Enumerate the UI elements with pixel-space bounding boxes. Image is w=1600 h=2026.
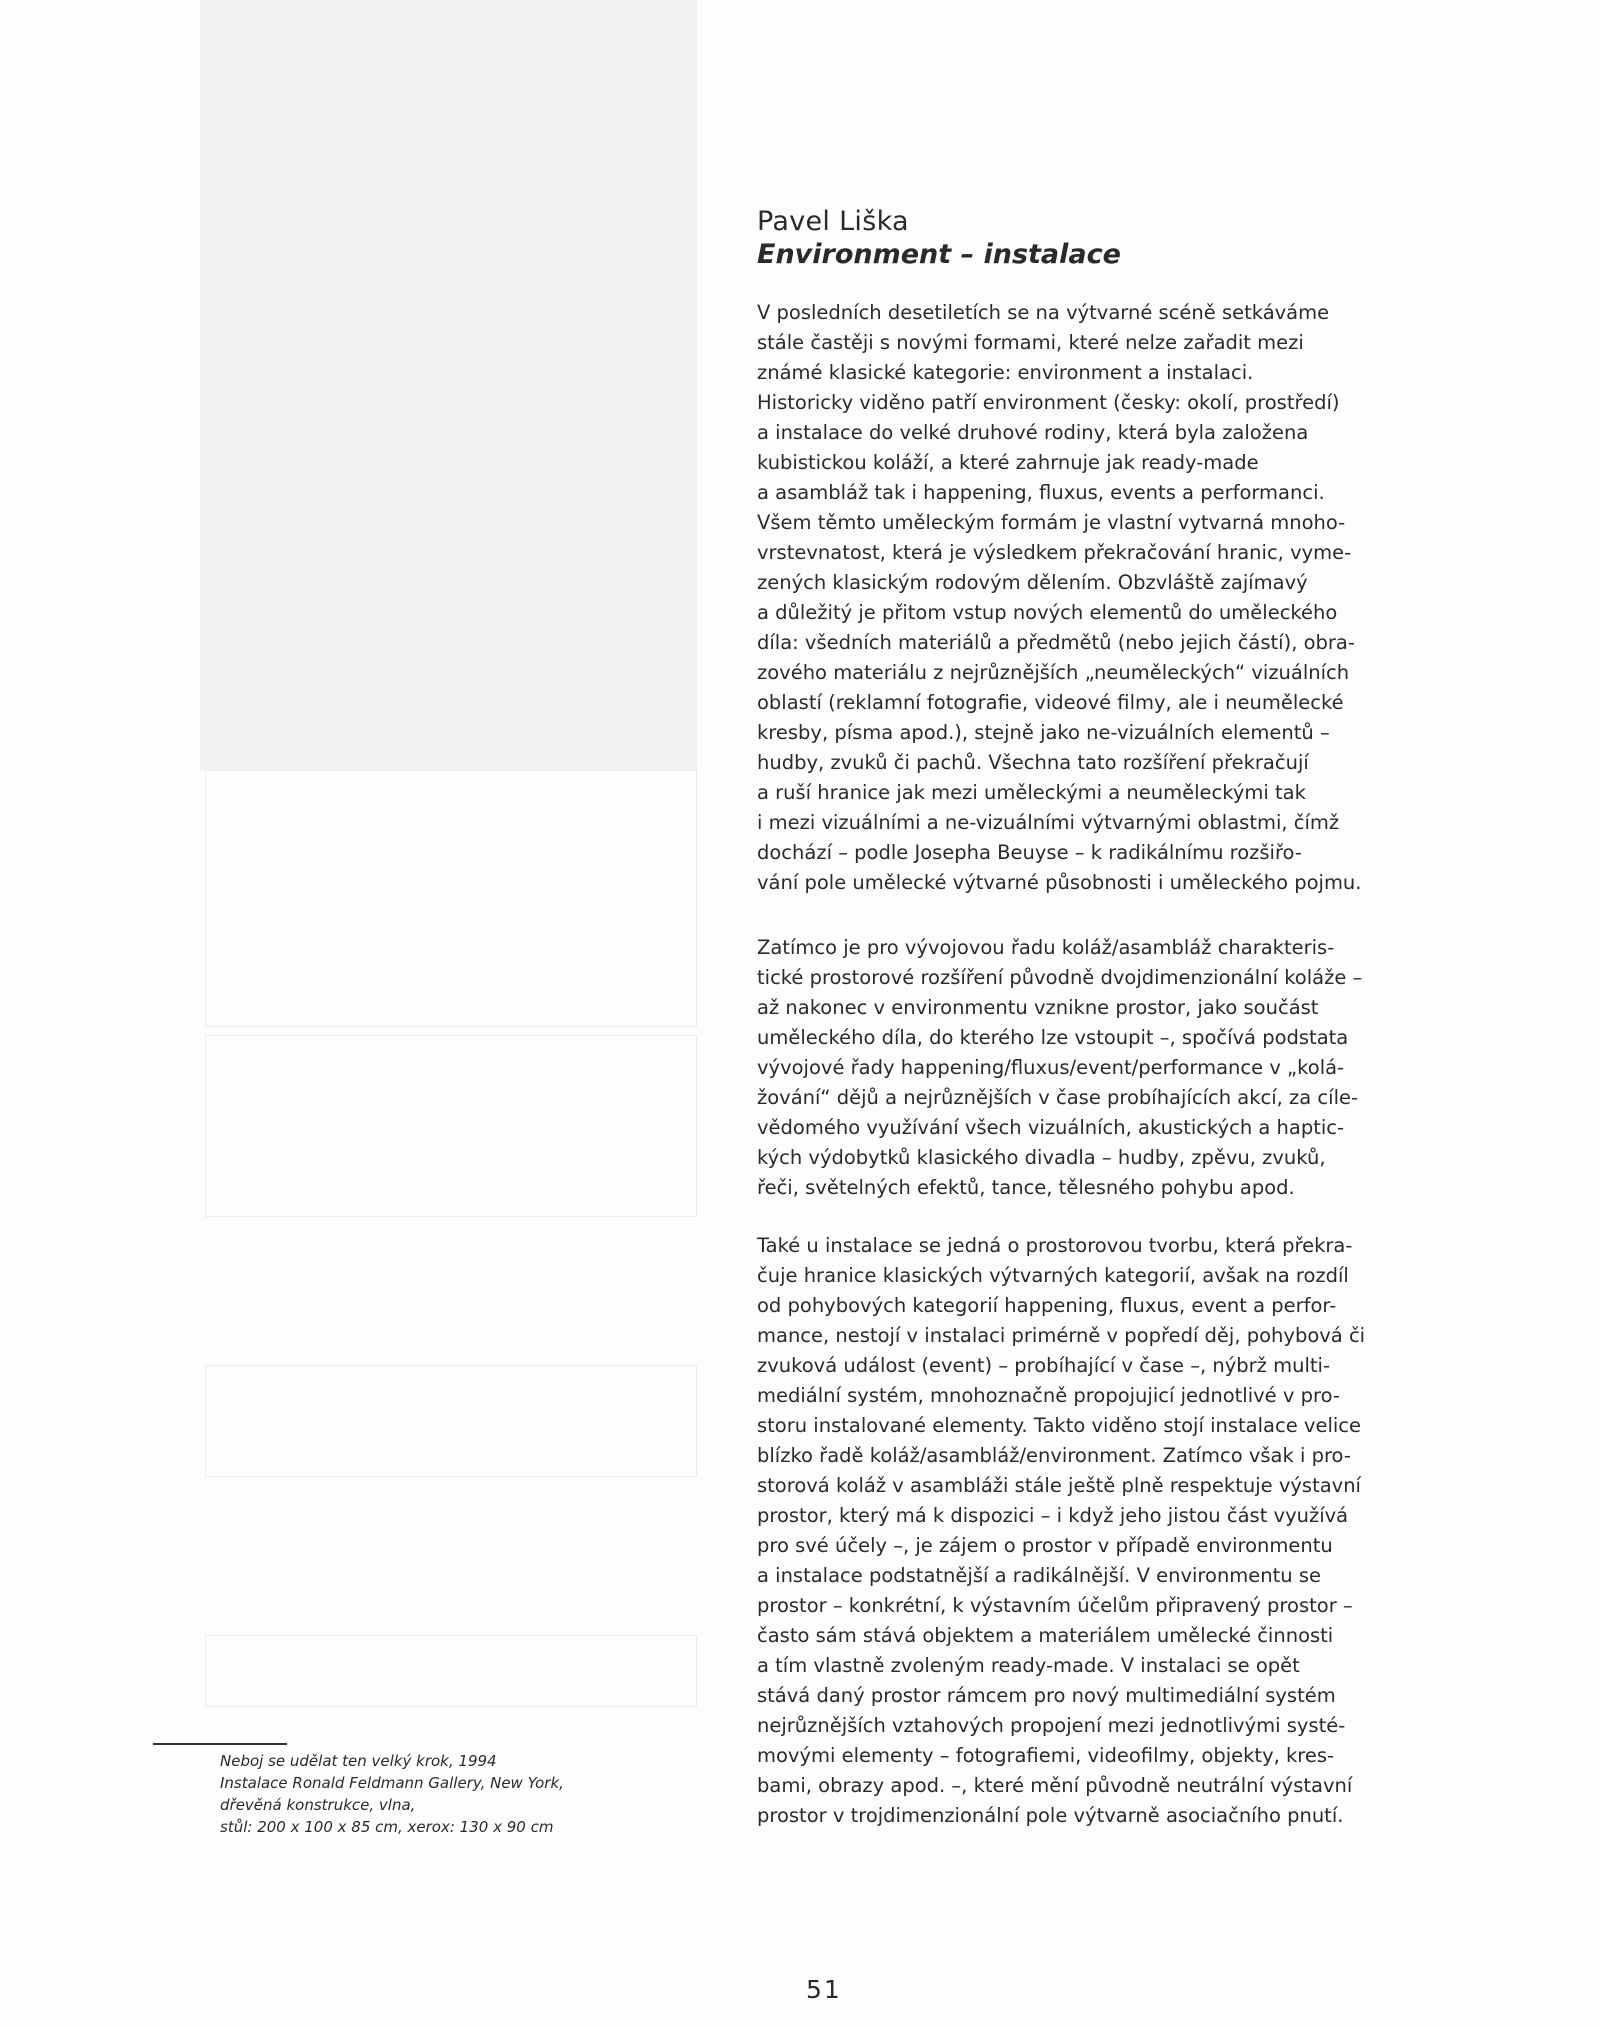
text-line: storová koláž v asambláži stále ještě plně respektuje výstavní: [757, 1474, 1361, 1497]
text-line: prostor – konkrétní, k výstavním účelům připravený prostor –: [757, 1594, 1353, 1617]
text-line: prostor, který má k dispozici – i když jeho jistou část využívá: [757, 1504, 1349, 1527]
text-line: Historicky viděno patří environment (česky: okolí, prostředí): [757, 391, 1340, 414]
text-line: a asambláž tak i happening, fluxus, events a performanci.: [757, 481, 1325, 504]
page-number: 51: [806, 1975, 842, 2004]
paragraph: [757, 298, 1417, 898]
text-line: stává daný prostor rámcem pro nový multimediální systém: [757, 1684, 1336, 1707]
text-line: blízko řadě koláž/asambláž/environment. Zatímco však i pro-: [757, 1444, 1351, 1467]
text-line: uměleckého díla, do kterého lze vstoupit –, spočívá podstata: [757, 1026, 1349, 1049]
text-line: vědomého využívání všech vizuálních, akustických a haptic-: [757, 1116, 1345, 1139]
caption-rule: [153, 1743, 287, 1745]
text-line: Také u instalace se jedná o prostorovou tvorbu, která překra-: [757, 1234, 1353, 1257]
caption-line: Instalace Ronald Feldmann Gallery, New York,: [220, 1774, 564, 1792]
paragraph: [757, 933, 1417, 1203]
text-line: zených klasickým rodovým dělením. Obzvláště zajímavý: [757, 571, 1308, 594]
text-line: mediální systém, mnohoznačně propojujicí jednotlivé v pro-: [757, 1384, 1340, 1407]
text-line: Zatímco je pro vývojovou řadu koláž/asambláž charakteris-: [757, 936, 1335, 959]
text-line: a tím vlastně zvoleným ready-made. V instalaci se opět: [757, 1654, 1300, 1677]
text-line: až nakonec v environmentu vznikne prostor, jako součást: [757, 996, 1319, 1019]
text-line: a ruší hranice jak mezi uměleckými a neuměleckými tak: [757, 781, 1306, 804]
text-line: kubistickou koláží, a které zahrnuje jak ready-made: [757, 451, 1259, 474]
text-line: i mezi vizuálními a ne-vizuálními výtvarnými oblastmi, čímž: [757, 811, 1340, 834]
caption-line: stůl: 200 x 100 x 85 cm, xerox: 130 x 90 cm: [220, 1818, 554, 1836]
show-through-box: [205, 770, 697, 1027]
paragraph: [757, 1231, 1417, 1831]
text-line: nejrůznějších vztahových propojení mezi jednotlivými systé-: [757, 1714, 1346, 1737]
article-author: Pavel Liška: [757, 206, 909, 237]
image-caption: [220, 1750, 564, 1838]
text-line: a důležitý je přitom vstup nových elementů do uměleckého: [757, 601, 1338, 624]
text-line: často sám stává objektem a materiálem umělecké činnosti: [757, 1624, 1334, 1647]
text-line: zového materiálu z nejrůznějších „neuměleckých“ vizuálních: [757, 661, 1350, 684]
caption-line: dřevěná konstrukce, vlna,: [220, 1796, 416, 1814]
text-line: od pohybových kategorií happening, fluxus, event a perfor-: [757, 1294, 1337, 1317]
text-line: prostor v trojdimenzionální pole výtvarně asociačního pnutí.: [757, 1804, 1344, 1827]
text-line: pro své účely –, je zájem o prostor v případě environmentu: [757, 1534, 1333, 1557]
show-through-box: [205, 1035, 697, 1217]
text-line: storu instalované elementy. Takto viděno stojí instalace velice: [757, 1414, 1361, 1437]
text-line: kresby, písma apod.), stejně jako ne-vizuálních elementů –: [757, 721, 1330, 744]
text-line: movými elementy – fotografiemi, videofilmy, objekty, kres-: [757, 1744, 1335, 1767]
text-line: známé klasické kategorie: environment a instalaci.: [757, 361, 1254, 384]
text-line: kých výdobytků klasického divadla – hudby, zpěvu, zvuků,: [757, 1146, 1326, 1169]
text-line: Všem těmto uměleckým formám je vlastní vytvarná mnoho-: [757, 511, 1346, 534]
text-line: bami, obrazy apod. –, které mění původně neutrální výstavní: [757, 1774, 1353, 1797]
text-line: V posledních desetiletích se na výtvarné scéně setkáváme: [757, 301, 1330, 324]
show-through-box: [205, 1365, 697, 1477]
text-line: vrstevnatost, která je výsledkem překračování hranic, vyme-: [757, 541, 1352, 564]
text-line: čuje hranice klasických výtvarných kategorií, avšak na rozdíl: [757, 1264, 1349, 1287]
photo-show-through: [200, 0, 697, 770]
text-line: díla: všedních materiálů a předmětů (nebo jejich částí), obra-: [757, 631, 1355, 654]
show-through-box: [205, 1635, 697, 1707]
text-line: žování“ dějů a nejrůznějších v čase probíhajících akcí, za cíle-: [757, 1086, 1359, 1109]
text-line: vání pole umělecké výtvarné působnosti i uměleckého pojmu.: [757, 871, 1362, 894]
text-line: oblastí (reklamní fotografie, videové filmy, ale i neumělecké: [757, 691, 1344, 714]
text-line: tické prostorové rozšíření původně dvojdimenzionální koláže –: [757, 966, 1363, 989]
text-line: a instalace do velké druhové rodiny, která byla založena: [757, 421, 1309, 444]
text-line: a instalace podstatnější a radikálnější. V environmentu se: [757, 1564, 1322, 1587]
text-line: hudby, zvuků či pachů. Všechna tato rozšíření překračují: [757, 751, 1309, 774]
text-line: vývojové řady happening/fluxus/event/performance v „kolá-: [757, 1056, 1345, 1079]
text-line: mance, nestojí v instalaci primérně v popředí děj, pohybová či: [757, 1324, 1366, 1347]
caption-line: Neboj se udělat ten velký krok, 1994: [220, 1752, 497, 1770]
text-line: řeči, světelných efektů, tance, tělesného pohybu apod.: [757, 1176, 1295, 1199]
text-line: zvuková událost (event) – probíhající v čase –, nýbrž multi-: [757, 1354, 1330, 1377]
text-line: stále častěji s novými formami, které nelze zařadit mezi: [757, 331, 1304, 354]
article-title: Environment – instalace: [757, 239, 1121, 270]
text-line: dochází – podle Josepha Beuyse – k radikálnímu rozšiřo-: [757, 841, 1302, 864]
